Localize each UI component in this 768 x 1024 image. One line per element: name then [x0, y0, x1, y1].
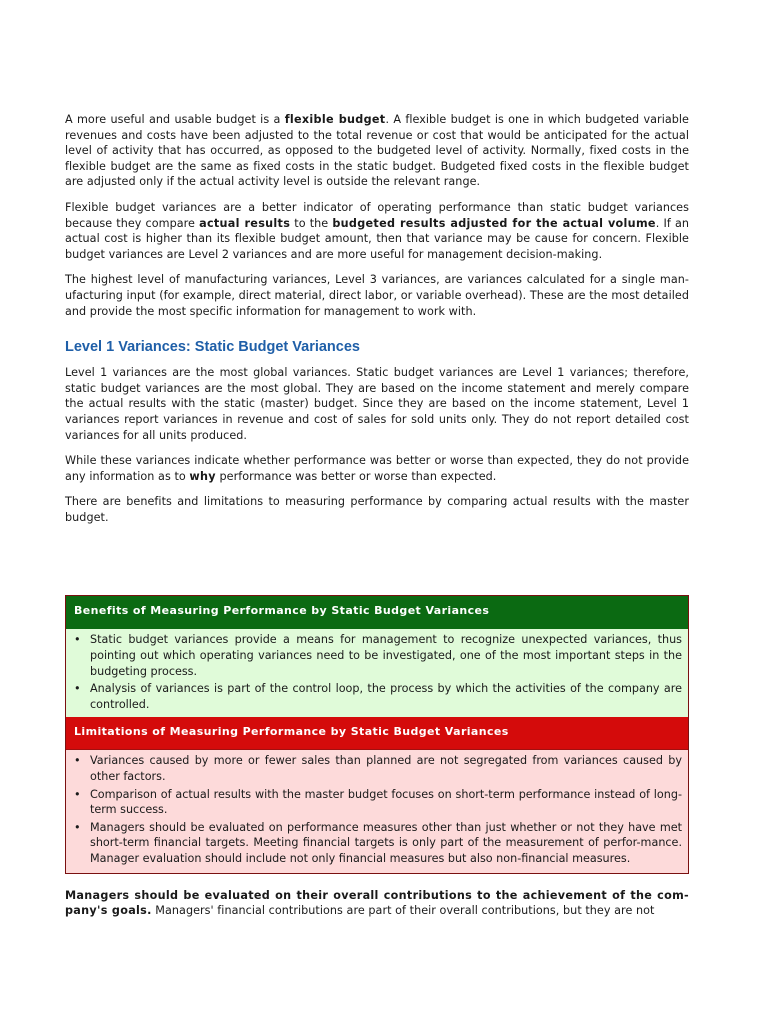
list-item: • Variances caused by more or fewer sales than planned are not segregated from variances caused by other factors.: [74, 754, 682, 784]
bullet-icon: •: [74, 787, 81, 801]
bullet-icon: •: [74, 633, 81, 647]
intro-paragraph-1: A more useful and usable budget is a flexible budget. A flexible budget is one in which budgeted variable revenues and costs have been adjusted to the total revenue or cost that would be anticipated for the actual level of activity that has occurred, as opposed to the budgeted level of activity. Normally, fixed costs in the flexible budget are the same as fixed costs in the static budget. Budgeted fixed costs in the flexible budget are adjusted only if the actual activity level is outside the relevant range.: [65, 113, 689, 189]
benefits-list: [72, 632, 682, 712]
closing-paragraph: Managers should be evaluated on their overall contributions to the achievement of the com-pany's goals. Managers' financial contributions are part of their overall contributions, but they are not: [65, 888, 689, 918]
section-paragraph-3: There are benefits and limitations to measuring performance by comparing actual results with the master budget.: [65, 495, 689, 524]
benefits-limitations-table: [65, 595, 689, 873]
limitations-body: [66, 749, 688, 872]
term-actual-results: actual results: [199, 216, 291, 230]
bullet-icon: •: [74, 820, 81, 834]
bullet-icon: •: [74, 682, 81, 696]
section-heading: Level 1 Variances: Static Budget Variances: [65, 339, 360, 356]
section-paragraph-2: While these variances indicate whether performance was better or worse than expected, they do not provide any information as to why performance was better or worse than expected.: [65, 454, 689, 483]
bullet-icon: •: [74, 754, 81, 768]
intro-paragraph-3: The highest level of manufacturing variances, Level 3 variances, are variances calculated for a single man-ufacturing input (for example, direct material, direct labor, or variable overhead). These are the most detailed and provide the most specific information for management to work with.: [65, 273, 689, 318]
limitations-header: Limitations of Measuring Performance by Static Budget Variances: [66, 717, 688, 749]
document-content: [65, 112, 689, 929]
list-item: • Managers should be evaluated on performance measures other than just whether or not they have met short-term financial targets. Meeting financial targets is only part of the measurement of perfor-mance. Manager evaluation should include not only financial measures but also non-financial measures.: [74, 820, 682, 865]
closing-bold-statement: Managers should be evaluated on their overall contributions to the achievement of the com-pany's goals.: [65, 888, 689, 918]
benefits-body: [66, 628, 688, 717]
list-item: • Static budget variances provide a means for management to recognize unexpected variances, thus pointing out which operating variances need to be investigated, one of the most important steps in the budgeting process.: [74, 633, 682, 678]
intro-paragraph-2: Flexible budget variances are a better indicator of operating performance than static budget variances because they compare actual results to the budgeted results adjusted for the actual volume. If an actual cost is higher than its flexible budget amount, then that variance may be cause for concern. Flexible budget variances are Level 2 variances and are more useful for management decision-making.: [65, 200, 690, 261]
benefits-header: Benefits of Measuring Performance by Static Budget Variances: [66, 596, 688, 628]
term-flexible-budget: flexible budget: [284, 113, 386, 126]
list-item: • Comparison of actual results with the master budget focuses on short-term performance instead of long-term success.: [74, 787, 682, 817]
list-item: • Analysis of variances is part of the control loop, the process by which the activities of the company are controlled.: [74, 682, 682, 711]
section-paragraph-1: Level 1 variances are the most global variances. Static budget variances are Level 1 variances; therefore, static budget variances are the most global. They are based on the income statement and merely compare the actual results with the static (master) budget. Since they are based on the income statement, Level 1 variances report variances in revenue and cost of sales for sold units only. They do not report detailed cost variances for all units produced.: [65, 366, 689, 442]
limitations-list: [72, 753, 682, 866]
term-why: why: [189, 469, 216, 483]
term-budgeted-results: budgeted results adjusted for the actual volume: [332, 216, 656, 230]
